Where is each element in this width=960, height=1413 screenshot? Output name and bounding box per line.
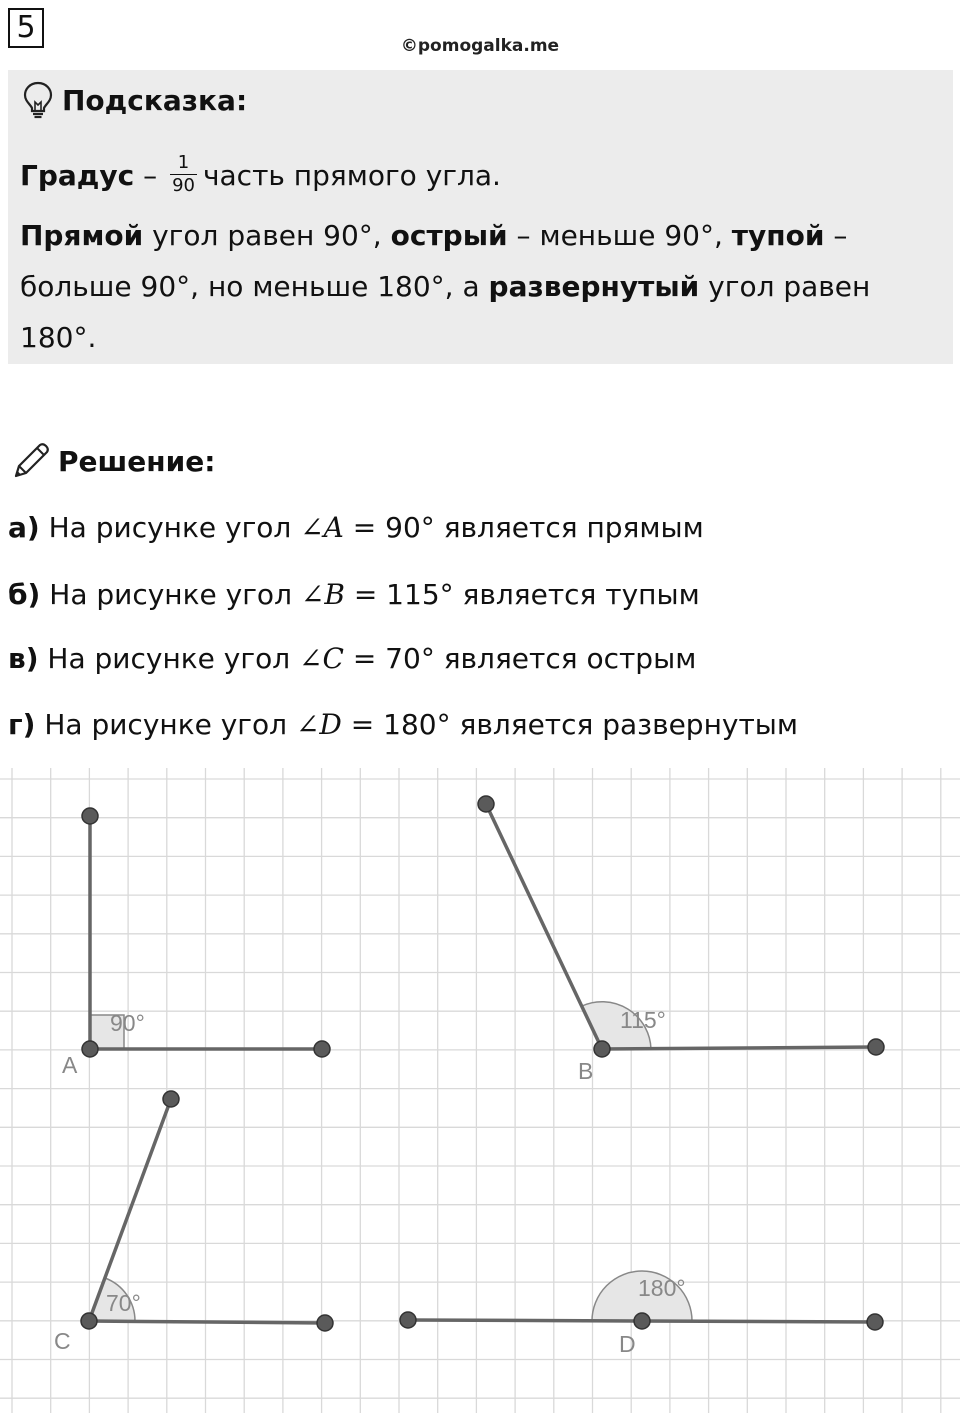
solution-item-b <box>8 575 700 615</box>
text-span: 180°. <box>20 321 97 354</box>
degree-definition: часть прямого угла. <box>202 159 501 192</box>
hint-paragraph-line-2 <box>20 261 939 312</box>
hint-box <box>8 70 953 364</box>
degree-label: 70° <box>106 1290 141 1316</box>
task-number: 5 <box>8 8 44 48</box>
angle-b <box>478 796 884 1084</box>
point <box>868 1039 884 1055</box>
lightbulb-icon <box>22 81 54 119</box>
point <box>82 808 98 824</box>
watermark: ©pomogalka.me <box>400 36 560 56</box>
hint-degree-line <box>20 150 939 201</box>
vertex-label: A <box>62 1052 78 1078</box>
point <box>867 1314 883 1330</box>
ray <box>89 1099 171 1321</box>
vertex-point <box>81 1313 97 1329</box>
angle-name: ∠C <box>299 642 344 675</box>
item-label: б) <box>8 578 41 611</box>
point <box>317 1315 333 1331</box>
item-text: На рисунке угол <box>39 511 301 544</box>
text-span: – меньше 90°, <box>507 219 732 252</box>
term-acute: острый <box>390 219 508 252</box>
ray <box>89 1321 325 1323</box>
vertex-point <box>82 1041 98 1057</box>
item-text: На рисунке угол <box>40 578 301 611</box>
term-right: Прямой <box>20 219 144 252</box>
ray <box>602 1047 876 1049</box>
text-span: – <box>824 219 848 252</box>
text-span: угол равен <box>699 270 871 303</box>
text-span: больше 90°, но меньше 180°, а <box>20 270 489 303</box>
angle-c <box>54 1091 333 1354</box>
degree-label: 115° <box>620 1007 666 1033</box>
angle-name: ∠A <box>300 511 344 544</box>
solution-item-a <box>8 508 704 548</box>
solution-item-c <box>8 639 696 679</box>
angle-a <box>62 808 330 1078</box>
fraction-denominator: 90 <box>172 174 195 196</box>
hint-paragraph <box>20 210 939 363</box>
degree-label: 90° <box>110 1010 145 1036</box>
ray <box>642 1321 875 1322</box>
item-text: = 180° является развернутым <box>341 708 798 741</box>
point <box>314 1041 330 1057</box>
fraction <box>170 152 197 197</box>
text-span: угол равен 90°, <box>143 219 391 252</box>
point <box>478 796 494 812</box>
angles-figure <box>0 768 960 1413</box>
pencil-icon <box>10 440 52 482</box>
vertex-point <box>634 1313 650 1329</box>
hint-title: Подсказка: <box>62 83 248 117</box>
term-degree: Градус <box>20 159 135 192</box>
item-text: На рисунке угол <box>38 642 300 675</box>
solution-title: Решение: <box>58 444 216 478</box>
hint-header <box>22 78 247 122</box>
vertex-label: C <box>54 1328 71 1354</box>
item-label: в) <box>8 642 39 675</box>
item-text: = 90° является прямым <box>343 511 704 544</box>
term-obtuse: тупой <box>731 219 825 252</box>
angle-name: ∠B <box>300 578 345 611</box>
hint-paragraph-line-1 <box>20 210 939 261</box>
degree-label: 180° <box>638 1275 686 1301</box>
angle-d <box>400 1271 883 1357</box>
item-text: = 70° является острым <box>343 642 697 675</box>
grid <box>0 768 960 1413</box>
solution-header <box>10 438 215 484</box>
fraction-numerator: 1 <box>170 152 197 175</box>
vertex-label: D <box>619 1331 636 1357</box>
vertex-point <box>594 1041 610 1057</box>
item-text: = 115° является тупым <box>344 578 700 611</box>
item-text: На рисунке угол <box>35 708 296 741</box>
vertex-label: B <box>578 1058 594 1084</box>
dash: – <box>143 159 158 192</box>
ray <box>486 804 602 1049</box>
angle-name: ∠D <box>295 708 342 741</box>
item-label: а) <box>8 511 40 544</box>
point <box>400 1312 416 1328</box>
hint-paragraph-line-3 <box>20 312 939 363</box>
term-straight: развернутый <box>488 270 700 303</box>
solution-item-d <box>8 705 798 745</box>
ray <box>408 1320 642 1321</box>
item-label: г) <box>8 708 36 741</box>
point <box>163 1091 179 1107</box>
